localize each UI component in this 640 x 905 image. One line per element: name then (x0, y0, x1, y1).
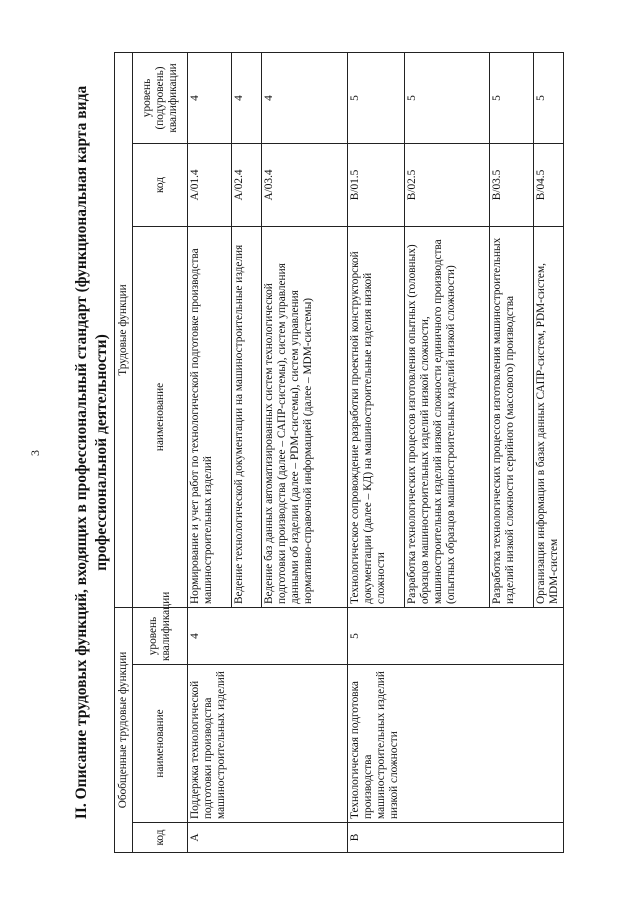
group-code: A (188, 823, 348, 853)
function-name: Нормирование и учет работ по технологической подготовке производства машиностроительных изделий (188, 226, 232, 607)
group-level: 5 (348, 607, 564, 664)
function-code: A/03.4 (262, 143, 348, 226)
function-code: B/01.5 (348, 143, 405, 226)
header-generalized-functions: Обобщенные трудовые функции (115, 607, 133, 852)
function-level: 5 (534, 52, 564, 143)
table-row (188, 52, 232, 852)
group-code: B (348, 823, 564, 853)
table-row (348, 52, 405, 852)
section-title-line-2: профессиональной деятельности) (93, 334, 110, 571)
function-name: Разработка технологических процессов изготовления опытных (головных) образцов машиностроительных изделий низкой сложности, машиностроительных изделий низкой сложности единичного производства (опытных образцов машиностроительных изделий низкой сложности) (405, 226, 490, 607)
function-level: 4 (232, 52, 262, 143)
page-number: 3 (28, 450, 42, 456)
function-name: Ведение баз данных автоматизированных систем технологической подготовки производства (далее – САПР-системы), систем управления данными об изделии (далее – PDM-системы), систем управления нормативно-справочной информацией (далее – MDM-системы) (262, 226, 348, 607)
header-level: уровень квалификации (133, 607, 188, 664)
function-level: 5 (405, 52, 490, 143)
function-code: A/01.4 (188, 143, 232, 226)
function-code: B/04.5 (534, 143, 564, 226)
header-labor-functions: Трудовые функции (115, 52, 133, 607)
header-function-code: код (133, 143, 188, 226)
function-level: 5 (490, 52, 534, 143)
group-name: Технологическая подготовка производства машиностроительных изделий низкой сложности (348, 665, 564, 823)
group-name: Поддержка технологической подготовки производства машиностроительных изделий (188, 665, 348, 823)
section-title (72, 0, 112, 905)
section-title-line-1: II. Описание трудовых функций, входящих в профессиональный стандарт (функциональная карта вида (73, 85, 90, 820)
header-name: наименование (133, 665, 188, 823)
function-name: Ведение технологической документации на машиностроительные изделия (232, 226, 262, 607)
group-level: 4 (188, 607, 348, 664)
function-level: 4 (262, 52, 348, 143)
function-code: A/02.4 (232, 143, 262, 226)
function-code: B/02.5 (405, 143, 490, 226)
function-name: Технологическое сопровождение разработки проектной конструкторской документации (далее – КД) на машиностроительные изделия низкой сложности (348, 226, 405, 607)
function-name: Организация информации в базах данных САПР-систем, PDM-систем, MDM-систем (534, 226, 564, 607)
function-level: 4 (188, 52, 232, 143)
header-function-name: наименование (133, 226, 188, 607)
header-function-level: уровень (подуровень) квалификации (133, 52, 188, 143)
function-level: 5 (348, 52, 405, 143)
functional-map-table (114, 52, 564, 853)
header-code: код (133, 823, 188, 853)
function-name: Разработка технологических процессов изготовления машиностроительных изделий низкой сложности серийного (массового) производства (490, 226, 534, 607)
function-code: B/03.5 (490, 143, 534, 226)
